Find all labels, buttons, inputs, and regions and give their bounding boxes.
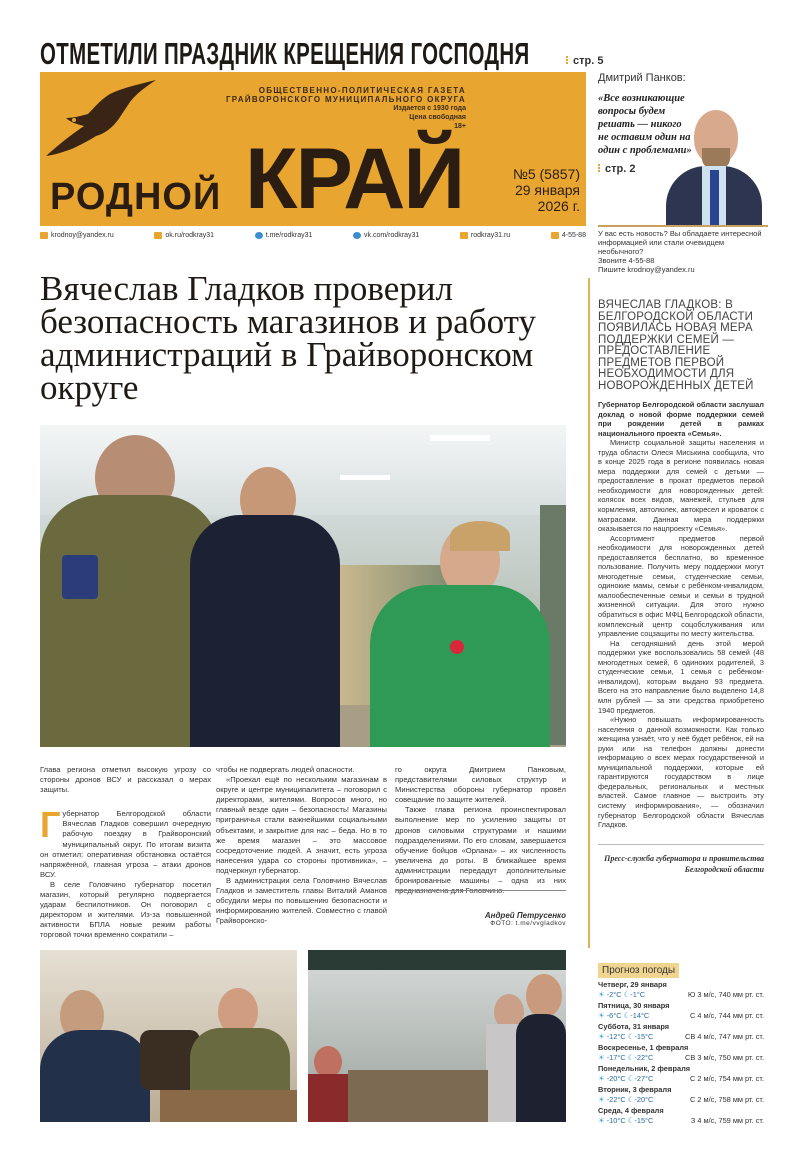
day-temp: -22°C bbox=[606, 1094, 626, 1104]
bird-icon bbox=[44, 78, 159, 158]
day-weather-icon: ☀ bbox=[598, 1052, 607, 1062]
weather-day-row bbox=[598, 1064, 764, 1083]
vk-icon bbox=[353, 232, 361, 239]
day-weather-icon: ☀ bbox=[598, 1073, 607, 1083]
weather-day: Пятница, 30 января bbox=[598, 1001, 670, 1010]
phone-icon bbox=[551, 232, 559, 239]
weather-day: Понедельник, 2 февраля bbox=[598, 1064, 691, 1073]
administration-photo bbox=[308, 950, 566, 1122]
weather-forecast bbox=[598, 960, 764, 1125]
side-article bbox=[598, 300, 764, 875]
masthead bbox=[40, 72, 586, 226]
weather-day-row bbox=[598, 980, 764, 999]
weather-details: СВ 4 м/с, 747 мм рт. ст. bbox=[685, 1031, 764, 1041]
article-caption: Глава региона отметил высокую угрозу со стороны дронов ВСУ и рассказал о мерах защиты. bbox=[40, 765, 211, 795]
article-column-3: го округа Дмитрием Панковым, представителями силовых структур и Министерства обороны губернатор провёл совещание по защите жителей. Также глава региона проинспектировал выполнение мер по усилению защиты от дронов силовыми структурами и нашими подразделениями. По его словам, завершается обучение бойцов «Орлана» – их численность увеличена до роты. В ближайшее время администрации передадут дополнительные бронированные машины – одна из них bbox=[395, 765, 566, 886]
night-temp: -15°C bbox=[634, 1031, 654, 1041]
side-article-credit: Пресс-служба губернатора и правительства Белгородской области bbox=[598, 844, 764, 875]
weather-day: Четверг, 29 января bbox=[598, 980, 667, 989]
main-article-photo bbox=[40, 425, 566, 747]
marker-icon bbox=[566, 56, 570, 64]
night-icon: ☾ bbox=[627, 1094, 635, 1104]
column-divider bbox=[588, 278, 590, 948]
weather-details: Ю 3 м/с, 740 мм рт. ст. bbox=[687, 989, 764, 999]
article-column-2: чтобы не подвергать людей опасности. «Проехал ещё по нескольким магазинам в округе и центре муниципалитета – поговорил с директорами, жителями. Вопросов много, но главный везде один – безопасность! Магазины приграничья стали важнейшими социальными объектами, и закрытие для нас – беда. Но в то же время магазин – это массовое сосредоточение людей. А значит, есть угроза нанесения удара со стороны противника», – подчеркнул губернатор. В администрации села Головчино Вячеслав Гладков и заместитель главы Виталий Аманов обсудили меры по повышению безопасности и информированию жителей. Совместно с главой Грайворонско- bbox=[216, 765, 387, 926]
contact-email[interactable]: krodnoy@yandex.ru bbox=[40, 232, 114, 239]
article-author: Андрей Петрусенко ФОТО: t.me/vvgladkov bbox=[395, 912, 566, 928]
contacts-bar bbox=[40, 228, 586, 242]
top-story-headline[interactable]: ОТМЕТИЛИ ПРАЗДНИК КРЕЩЕНИЯ ГОСПОДНЯ bbox=[40, 36, 530, 71]
weather-title: Прогноз погоды bbox=[598, 963, 679, 978]
web-icon bbox=[460, 232, 468, 239]
marker-icon bbox=[598, 164, 602, 172]
mail-icon bbox=[40, 232, 48, 239]
contact-ok[interactable]: ok.ru/rodkray31 bbox=[154, 232, 214, 239]
quote-author: Дмитрий Панков: bbox=[598, 72, 686, 84]
photo-credit: ФОТО: t.me/vvgladkov bbox=[490, 920, 566, 927]
night-temp: -22°C bbox=[634, 1052, 654, 1062]
divider bbox=[395, 890, 566, 891]
weather-details: С 4 м/с, 744 мм рт. ст. bbox=[689, 1010, 764, 1020]
weather-day-row bbox=[598, 1085, 764, 1104]
meeting-photo bbox=[40, 950, 297, 1122]
contact-telegram[interactable]: t.me/rodkray31 bbox=[255, 232, 313, 239]
weather-details: СВ 3 м/с, 750 мм рт. ст. bbox=[685, 1052, 764, 1062]
ok-icon bbox=[154, 232, 162, 239]
weather-details: З 4 м/с, 759 мм рт. ст. bbox=[690, 1115, 764, 1125]
main-headline[interactable]: Вячеслав Гладков проверил безопасность магазинов и работу администраций в Грайворонском округе bbox=[40, 269, 536, 407]
night-icon: ☾ bbox=[627, 1115, 635, 1125]
weather-details: С 2 м/с, 758 мм рт. ст. bbox=[689, 1094, 764, 1104]
weather-day: Суббота, 31 января bbox=[598, 1022, 670, 1031]
quote-text: «Все возникающие вопросы будем решать — никого не оставим один на один с проблемами» bbox=[598, 93, 692, 156]
quote-page-ref[interactable]: стр. 2 bbox=[598, 163, 768, 175]
night-icon: ☾ bbox=[627, 1052, 635, 1062]
contact-phone[interactable]: 4-55-88 bbox=[551, 232, 586, 239]
day-temp: -6°C bbox=[606, 1010, 622, 1020]
weather-day-row bbox=[598, 1106, 764, 1125]
weather-details: С 2 м/с, 754 мм рт. ст. bbox=[689, 1073, 764, 1083]
quote-teaser[interactable] bbox=[598, 72, 768, 226]
contact-vk[interactable]: vk.com/rodkray31 bbox=[353, 232, 419, 239]
contact-website[interactable]: rodkray31.ru bbox=[460, 232, 510, 239]
night-icon: ☾ bbox=[623, 989, 631, 999]
day-weather-icon: ☀ bbox=[598, 1010, 607, 1020]
night-temp: -1°C bbox=[630, 989, 646, 999]
article-column-1: Глава региона отметил высокую угрозу со стороны дронов ВСУ и рассказал о мерах защиты. Губернатор Белгородской области Вячеслав Гладков совершил очередную рабочую поездку в Грайворонский муниципальный округ. По итогам визита он отметил: оперативная обстановка остаётся напряжённой, главная угроза – атаки дронов ВСУ. В селе Головчино губернатор посетил магазин, который регулярно подвергается ударам беспилотников. Он поговорил с директором и жителями. Из-за повышенной активности БПЛА новые режим работы торговой точки временно сократили – bbox=[40, 765, 211, 940]
issue-info: №5 (5857) 29 января 2026 г. bbox=[512, 166, 580, 214]
weather-day-row bbox=[598, 1001, 764, 1020]
day-temp: -2°C bbox=[606, 989, 622, 999]
day-temp: -10°C bbox=[606, 1115, 626, 1125]
news-call-box: У вас есть новость? Вы обладаете интересной информацией или стали очевидцем необычного? Звоните 4-55-88 Пишите krodnoy@yandex.ru bbox=[598, 229, 762, 274]
day-weather-icon: ☀ bbox=[598, 1094, 607, 1104]
side-article-text: Губернатор Белгородской области заслушал доклад о новой форме поддержки семей при рождении детей в рамках национального проекта «Семья». Министр социальной защиты населения и труда области Олеся Миськина сообщила, что в конце 2025 года в регионе появилась новая мера поддержки для семей с детьми — предоставление в прокат предметов первой необходимости для новорожденных детей: колясок всех видов, манежей, стульев для кормления, автолюлек, автокресел и кроваток с матрасами. Данная мера поддержки оказывается по нацпроекту «Семья». Ассортимент предметов первой необходимости для новорожденных детей предоставляется бесплатно, во временное пользование. Получить меру поддержки могут многодетные семьи, студенческие семьи, одинокие мамы, семьи с ребёнком-инвалидом, малообеспеченные семьи и семьи в трудной жизненной ситуации. Для этого нужно обратиться в офис МФЦ Белгородской области, комплексный центр соцобслуживания или управление соцзащиты по месту жительства. На сегодняшний день этой мерой поддержки уже воспользовались 58 семей (48 многодетных семей, 6 одиноких родителей, 3 студенческие семьи, 1 семья с ребёнком-инвалидом), которым выдано 93 предмета. Всего на это направление было выделено 14,8 млн рублей — за эти средства приобретено 1940 предметов. «Нужно повышать информированность населения о данной возможности. Как только женщина узнаёт, что у неё будет ребёнок, ей на руки или на телефон должны донести информацию о всех мерах государственной и муниципальной поддержки, которые ей гарантируются государством в лице федеральных, региональных и местных властей. Самое главное — выстроить эту систему информирования», — обозначил губернатор Белгородской области Вячеслав Гладков. bbox=[598, 400, 764, 830]
night-icon: ☾ bbox=[623, 1010, 631, 1020]
day-temp: -17°C bbox=[606, 1052, 626, 1062]
dropcap: Г bbox=[40, 804, 61, 846]
day-temp: -20°C bbox=[606, 1073, 626, 1083]
weather-day: Среда, 4 февраля bbox=[598, 1106, 664, 1115]
day-weather-icon: ☀ bbox=[598, 1031, 607, 1041]
masthead-subtitle: ОБЩЕСТВЕННО-ПОЛИТИЧЕСКАЯ ГАЗЕТА ГРАЙВОРОНСКОГО МУНИЦИПАЛЬНОГО ОКРУГА Издается с 1930 года Цена свободная 18+ bbox=[225, 86, 466, 130]
day-temp: -12°C bbox=[606, 1031, 626, 1041]
newspaper-name-part1: РОДНОЙ bbox=[50, 176, 222, 218]
telegram-icon bbox=[255, 232, 263, 239]
day-weather-icon: ☀ bbox=[598, 1115, 607, 1125]
side-article-headline[interactable]: ВЯЧЕСЛАВ ГЛАДКОВ: В БЕЛГОРОДСКОЙ ОБЛАСТИ ПОЯВИЛАСЬ НОВАЯ МЕРА ПОДДЕРЖКИ СЕМЕЙ — ПРЕДОСТАВЛЕНИЕ ПРЕДМЕТОВ ПЕРВОЙ НЕОБХОДИМОСТИ ДЛЯ НОВОРОЖДЕННЫХ ДЕТЕЙ bbox=[598, 299, 754, 392]
weather-day-row bbox=[598, 1022, 764, 1041]
weather-day: Вторник, 3 февраля bbox=[598, 1085, 672, 1094]
weather-day-row bbox=[598, 1043, 764, 1062]
divider bbox=[598, 225, 768, 227]
night-icon: ☾ bbox=[627, 1073, 635, 1083]
night-temp: -20°C bbox=[634, 1094, 654, 1104]
day-weather-icon: ☀ bbox=[598, 989, 607, 999]
night-icon: ☾ bbox=[627, 1031, 635, 1041]
night-temp: -14°C bbox=[630, 1010, 650, 1020]
top-story-page-ref[interactable]: стр. 5 bbox=[566, 55, 603, 67]
night-temp: -27°C bbox=[634, 1073, 654, 1083]
weather-day: Воскресенье, 1 февраля bbox=[598, 1043, 689, 1052]
newspaper-name-part2: КРАЙ bbox=[245, 131, 464, 227]
night-temp: -15°C bbox=[634, 1115, 654, 1125]
